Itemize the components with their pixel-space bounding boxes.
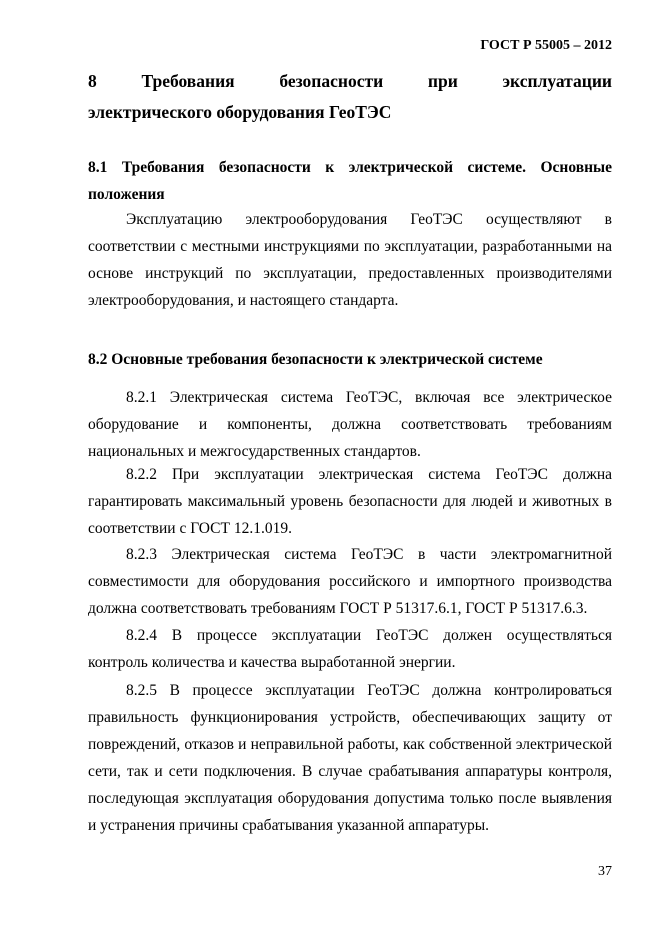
section-title [88,66,612,128]
clause-line: 8.2.3 Электрическая система ГеоТЭС в части электромагнитной [126,546,612,563]
paragraph-line: Эксплуатацию электрооборудования ГеоТЭС осуществляют в [126,211,612,228]
clause-line: национальных и межгосударственных стандартов. [88,443,421,460]
clause-line: 8.2.2 При эксплуатации электрическая система ГеоТЭС должна [126,466,612,483]
clause-line: повреждений, отказов и неправильной работы, как собственной электрической [88,736,612,753]
clause-8-2-5 [88,677,612,839]
clause-line: и устранения причины срабатывания указанной аппаратуры. [88,817,489,834]
subsection-8-1-paragraph [88,206,612,314]
standard-code-header: ГОСТ Р 55005 – 2012 [480,38,612,53]
clause-line: гарантировать максимальный уровень безопасности для людей и животных в [88,493,612,510]
clause-8-2-4 [88,622,612,676]
clause-line: последующая эксплуатация оборудования допустима только после выявления [88,790,612,807]
page-number: 37 [598,864,612,879]
subsection-title-line: 8.2 Основные требования безопасности к электрической системе [88,351,543,368]
clause-line: 8.2.4 В процессе эксплуатации ГеоТЭС должен осуществляться [126,627,612,644]
subsection-title-line: 8.1 Требования безопасности к электрической системе. Основные [88,159,612,176]
clause-line: сети, так и сети подключения. В случае срабатывания аппаратуры контроля, [88,763,612,780]
paragraph-line: основе инструкций по эксплуатации, предоставленных производителями [88,265,612,282]
clause-line: 8.2.1 Электрическая система ГеоТЭС, включая все электрическое [126,389,612,406]
subsection-8-1-title [88,154,612,208]
clause-8-2-1 [88,384,612,465]
section-title-line: электрического оборудования ГеоТЭС [88,102,392,122]
clause-line: контроль количества и качества выработанной энергии. [88,654,456,671]
clause-line: соответствии с ГОСТ 12.1.019. [88,520,292,537]
clause-8-2-2 [88,461,612,542]
clause-line: правильность функционирования устройств, обеспечивающих защиту от [88,709,612,726]
paragraph-line: соответствии с местными инструкциями по эксплуатации, разработанными на [88,238,612,255]
clause-line: должна соответствовать требованиям ГОСТ Р 51317.6.1, ГОСТ Р 51317.6.3. [88,600,588,617]
clause-line: 8.2.5 В процессе эксплуатации ГеоТЭС должна контролироваться [126,682,612,699]
paragraph-line: электрооборудования, и настоящего стандарта. [88,292,399,309]
clause-line: совместимости для оборудования российского и импортного производства [88,573,612,590]
clause-line: оборудование и компоненты, должна соответствовать требованиям [88,416,612,433]
clause-8-2-3 [88,541,612,622]
subsection-title-line: положения [88,186,165,203]
section-title-line: 8 Требования безопасности при эксплуатации [88,71,612,91]
subsection-8-2-title [88,346,612,373]
